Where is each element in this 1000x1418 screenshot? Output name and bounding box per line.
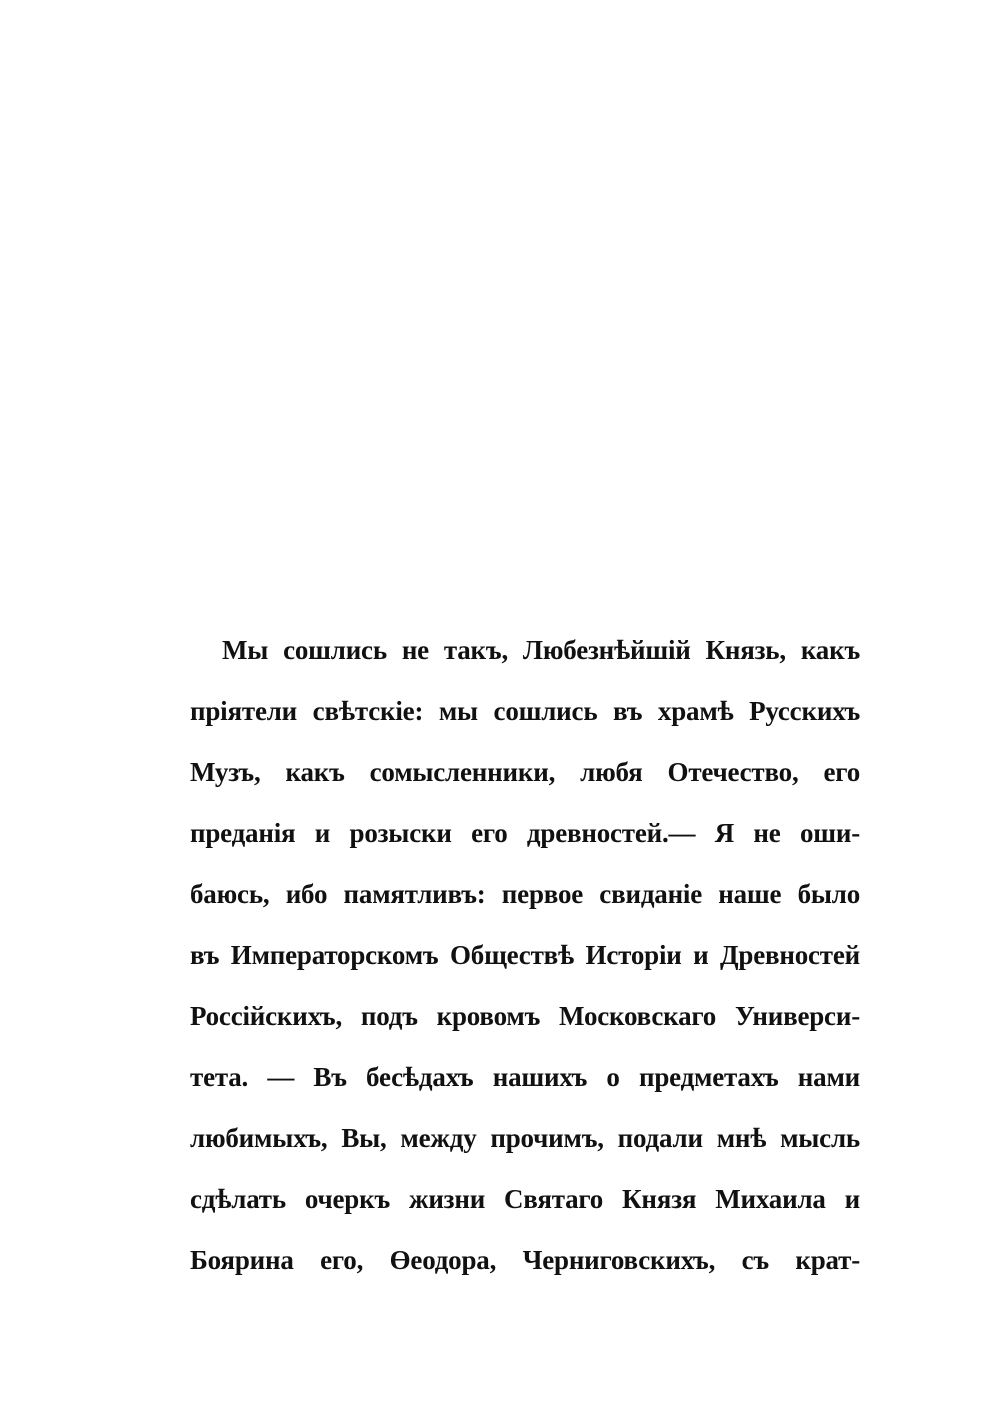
text-line-3: Музъ, какъ сомысленники, любя Отечество, его [190,757,860,787]
text-line-11: Боярина его, Өеодора, Черниговскихъ, съ крат- [190,1245,860,1275]
text-line-6: въ Императорскомъ Обществѣ Исторіи и Древностей [190,940,860,970]
text-line-7: Россійскихъ, подъ кровомъ Московскаго Универси- [190,1001,860,1031]
text-line-10: сдѣлать очеркъ жизни Святаго Князя Михаила и [190,1184,860,1214]
text-line-1: Мы сошлись не такъ, Любезнѣйшій Князь, какъ [222,635,860,665]
text-line-9: любимыхъ, Вы, между прочимъ, подали мнѣ мысль [190,1123,860,1153]
text-line-8: тета. — Въ бесѣдахъ нашихъ о предметахъ нами [190,1062,860,1092]
body-paragraph [190,620,860,1291]
text-line-4: преданія и розыски его древностей.— Я не оши- [190,818,860,848]
text-line-5: баюсь, ибо памятливъ: первое свиданіе наше было [190,879,860,909]
text-line-2: пріятели свѣтскіе: мы сошлись въ храмѣ Русскихъ [190,696,860,726]
